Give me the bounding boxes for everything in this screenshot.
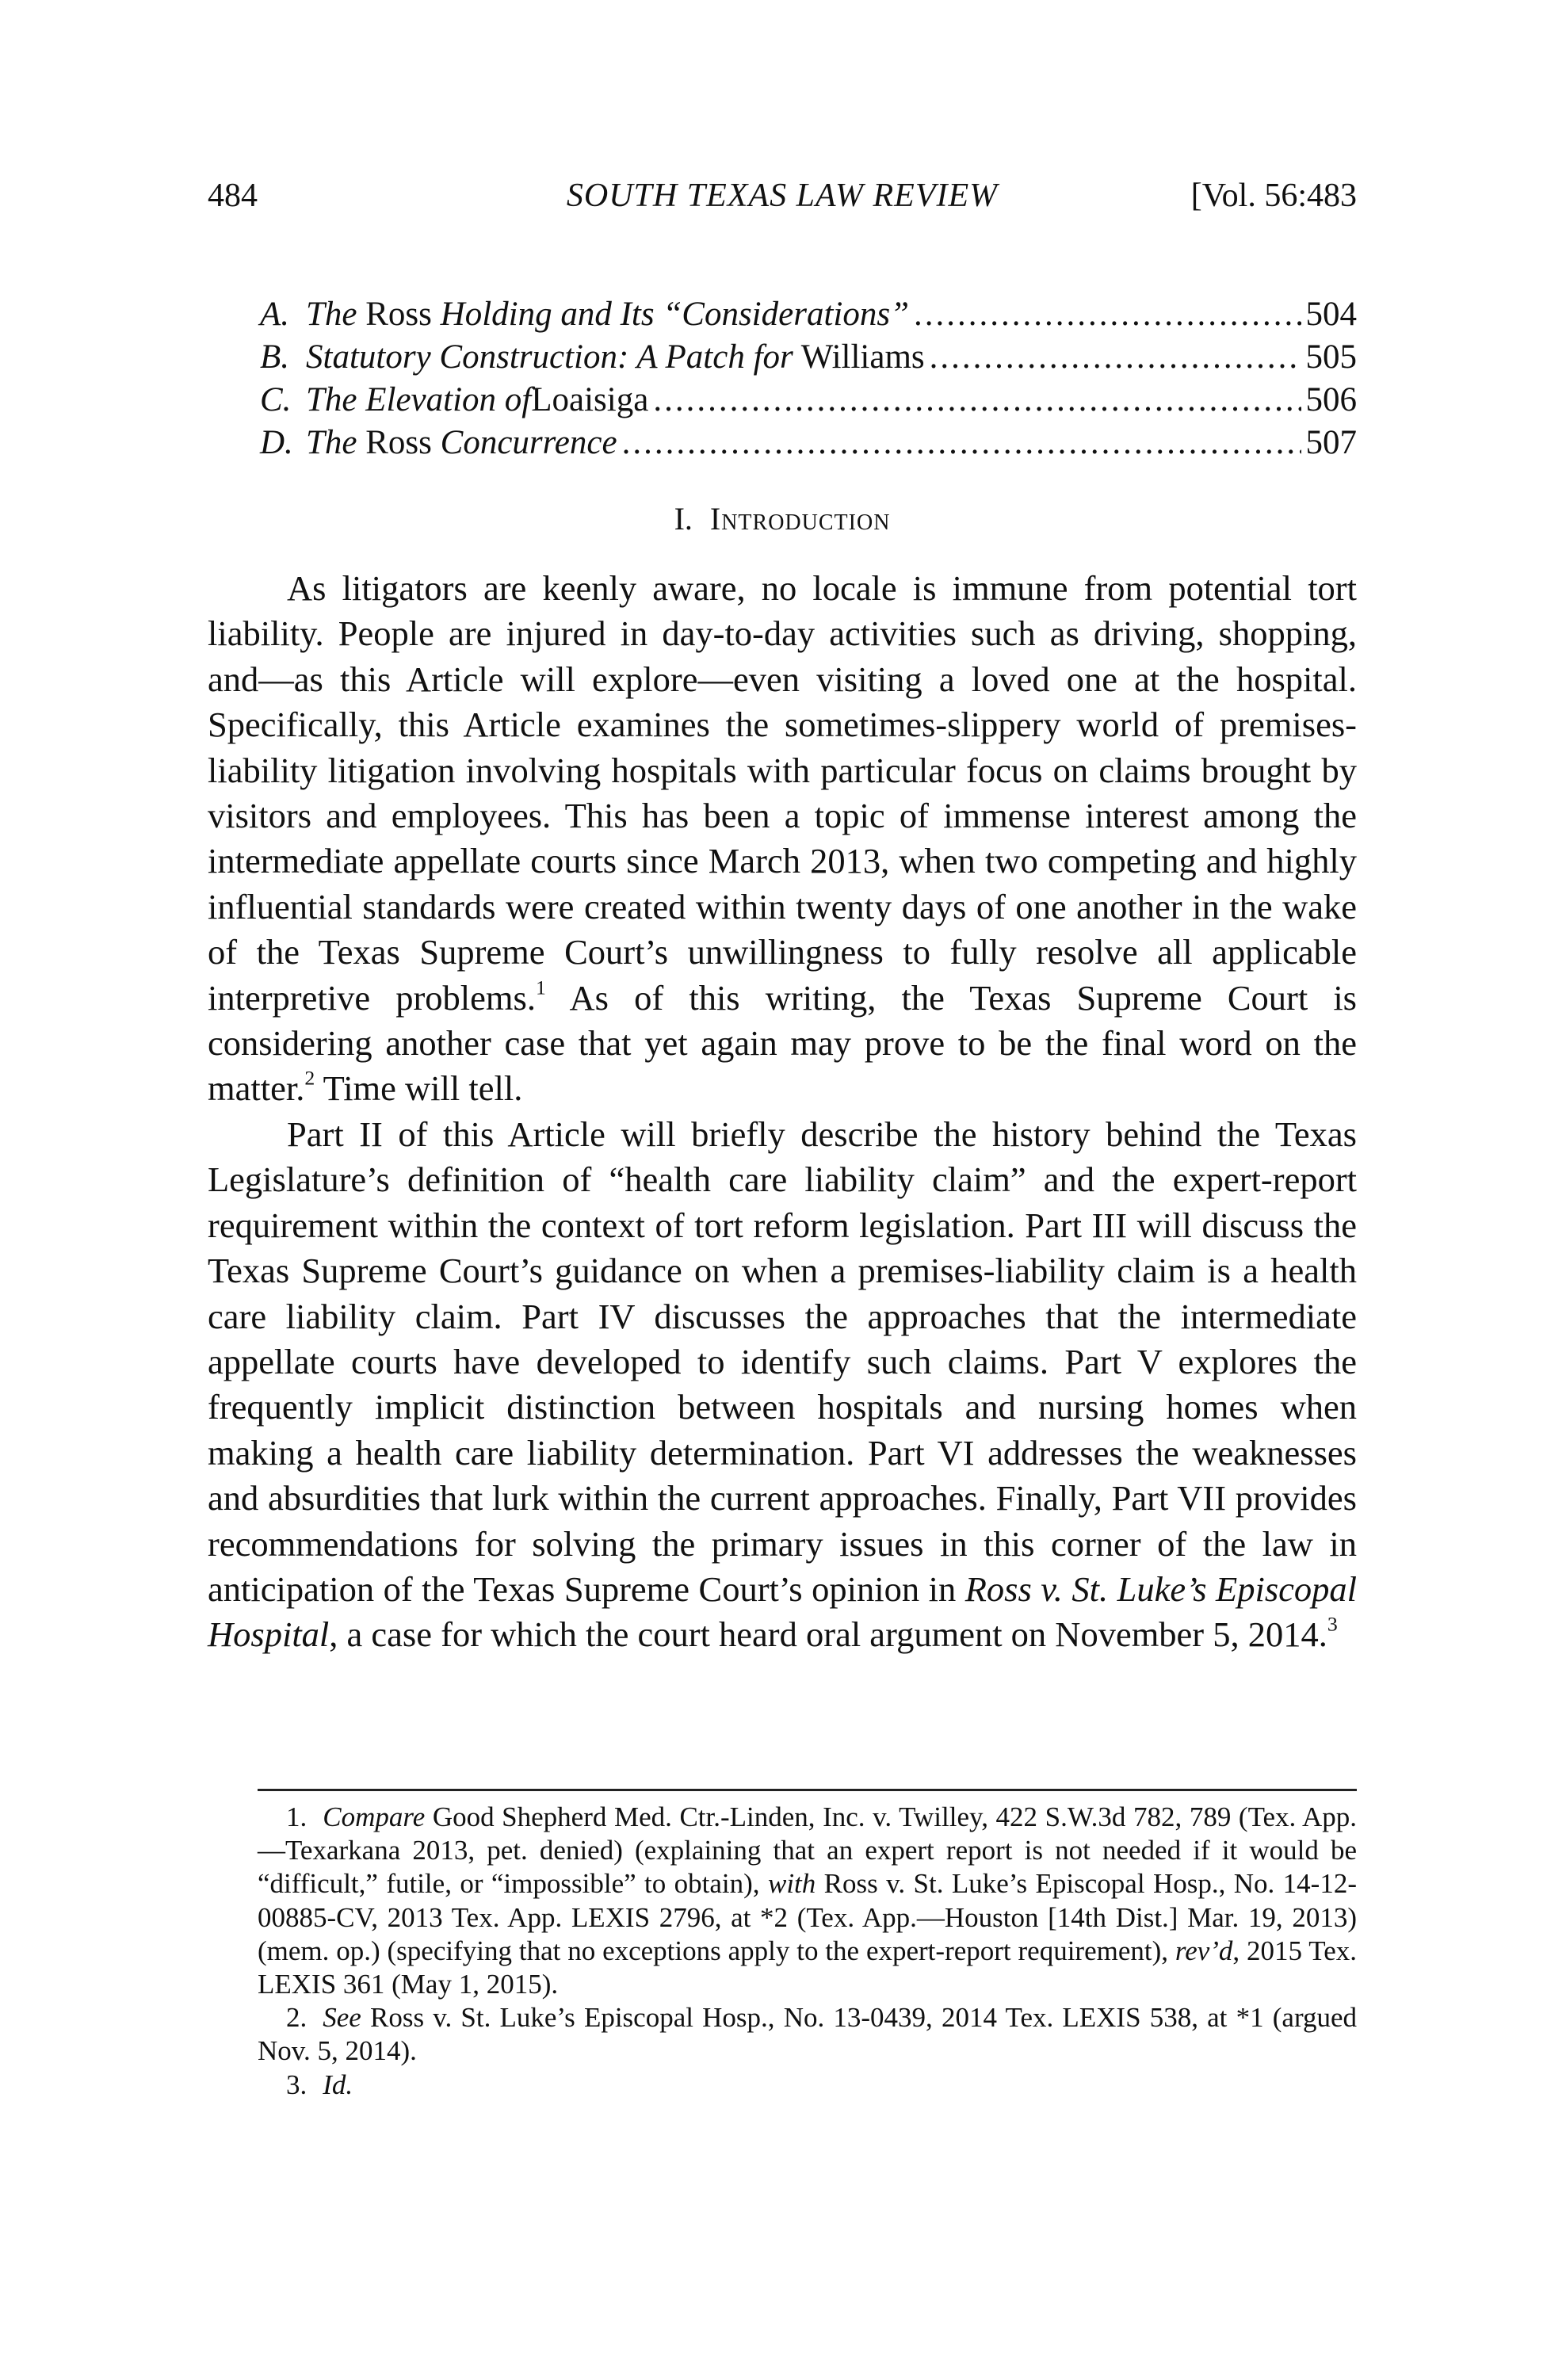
case-citation: Ross v. St. Luke’s Episcopal Hospital [208,1568,1357,1655]
section-number: I. [674,501,693,537]
footnote: 2. See Ross v. St. Luke’s Episcopal Hosp., No. 13-0439, 2014 Tex. LEXIS 538, at *1 (argued Nov. 5, 2014). [258,2002,1357,2067]
toc-leader-dots [930,336,1301,379]
footnote: 1. Compare Good Shepherd Med. Ctr.-Linden, Inc. v. Twilley, 422 S.W.3d 782, 789 (Tex. App.—Texarkana 2013, pet. denied) (explaining that an expert report is not needed if it would be “difficult,” futile, or “impossible” to obtain), with Ross v. St. Luke’s Episcopal Hosp., No. 14-12-00885-CV, 2013 Tex. App. LEXIS 2796, at *2 (Tex. App.—Houston [14th Dist.] Mar. 19, 2013) (mem. op.) (specifying that no exceptions apply to the expert-report requirement), rev’d, 2015 Tex. LEXIS 361 (May 1, 2015). [258,1801,1357,2000]
toc-entry[interactable] [260,336,1357,379]
paragraph: Part II of this Article will briefly describe the history behind the Texas Legislature’s definition of “health care liability claim” and the expert-report requirement within the context of tort reform legislation. Part III will discuss the Texas Supreme Court’s guidance on when a premises-liability claim is a health care liability claim. Part IV discusses the approaches that the intermediate appellate courts have developed to identify such claims. Part V explores the frequently implicit distinction between hospitals and nursing homes when making a health care liability determination. Part VI addresses the weaknesses and absurdities that lurk within the current approaches. Finally, Part VII provides recommendations for solving the primary issues in this corner of the law in anticipation of the Texas Supreme Court’s opinion in Ross v. St. Luke’s Episcopal Hospital, a case for which the court heard oral argument on November 5, 2014.$^3$ [208,1114,1357,1655]
toc-entry-letter: C. [260,381,292,418]
toc-entry-letter: B. [260,338,290,376]
footnotes [258,1801,1357,2102]
toc-entry[interactable] [260,379,1357,422]
toc-entry-title: The Ross Holding and Its “Considerations” [306,296,909,333]
section-title: Introduction [709,501,891,537]
toc-entry-page: 505 [1305,338,1357,376]
footnote: 3. Id. [286,2069,353,2100]
toc-entry-title: The Ross Concurrence [306,424,617,461]
toc-entry-title: The Elevation ofLoaisiga [306,381,649,418]
journal-title: SOUTH TEXAS LAW REVIEW [566,178,999,214]
toc-entry-letter: A. [260,296,290,333]
table-of-contents [260,293,1357,464]
toc-leader-dots [653,379,1301,422]
footnote-divider [258,1789,1357,1791]
toc-entry[interactable] [260,422,1357,464]
paragraph: As litigators are keenly aware, no locale is immune from potential tort liability. People are injured in day-to-day activities such as driving, shopping, and—as this Article will explore—even visiting a loved one at the hospital. Specifically, this Article examines the sometimes-slippery world of premises-liability litigation involving hospitals with particular focus on claims brought by visitors and employees. This has been a topic of immense interest among the intermediate appellate courts since March 2013, when two competing and highly influential standards were created within twenty days of one another in the wake of the Texas Supreme Court’s unwillingness to fully resolve all applicable interpretive problems.$^1$ As of this writing, the Texas Supreme Court is considering another case that yet again may prove to be the final word on the matter.$^2$ Time will tell. [208,568,1357,1109]
toc-entry-page: 504 [1305,296,1357,333]
footnote-number: 1. [286,1801,307,1832]
article-body [208,566,1357,1658]
toc-leader-dots [914,293,1301,336]
volume-citation: [Vol. 56:483 [1190,178,1357,214]
footnote-ref[interactable]: 3 [1327,1613,1338,1636]
toc-entry-title: Statutory Construction: A Patch for Williams [306,338,925,376]
toc-entry[interactable] [260,293,1357,336]
footnote-ref[interactable]: 1 [535,976,546,999]
page-number: 484 [208,178,258,214]
footnote-ref[interactable]: 2 [304,1067,315,1091]
toc-entry-page: 507 [1305,424,1357,461]
toc-leader-dots [622,422,1301,464]
footnote-number: 2. [286,2002,307,2034]
toc-entry-letter: D. [260,424,293,461]
toc-entry-page: 506 [1305,381,1357,418]
footnote-number: 3. [286,2069,307,2100]
section-heading [208,499,1357,539]
running-header [208,176,1357,216]
